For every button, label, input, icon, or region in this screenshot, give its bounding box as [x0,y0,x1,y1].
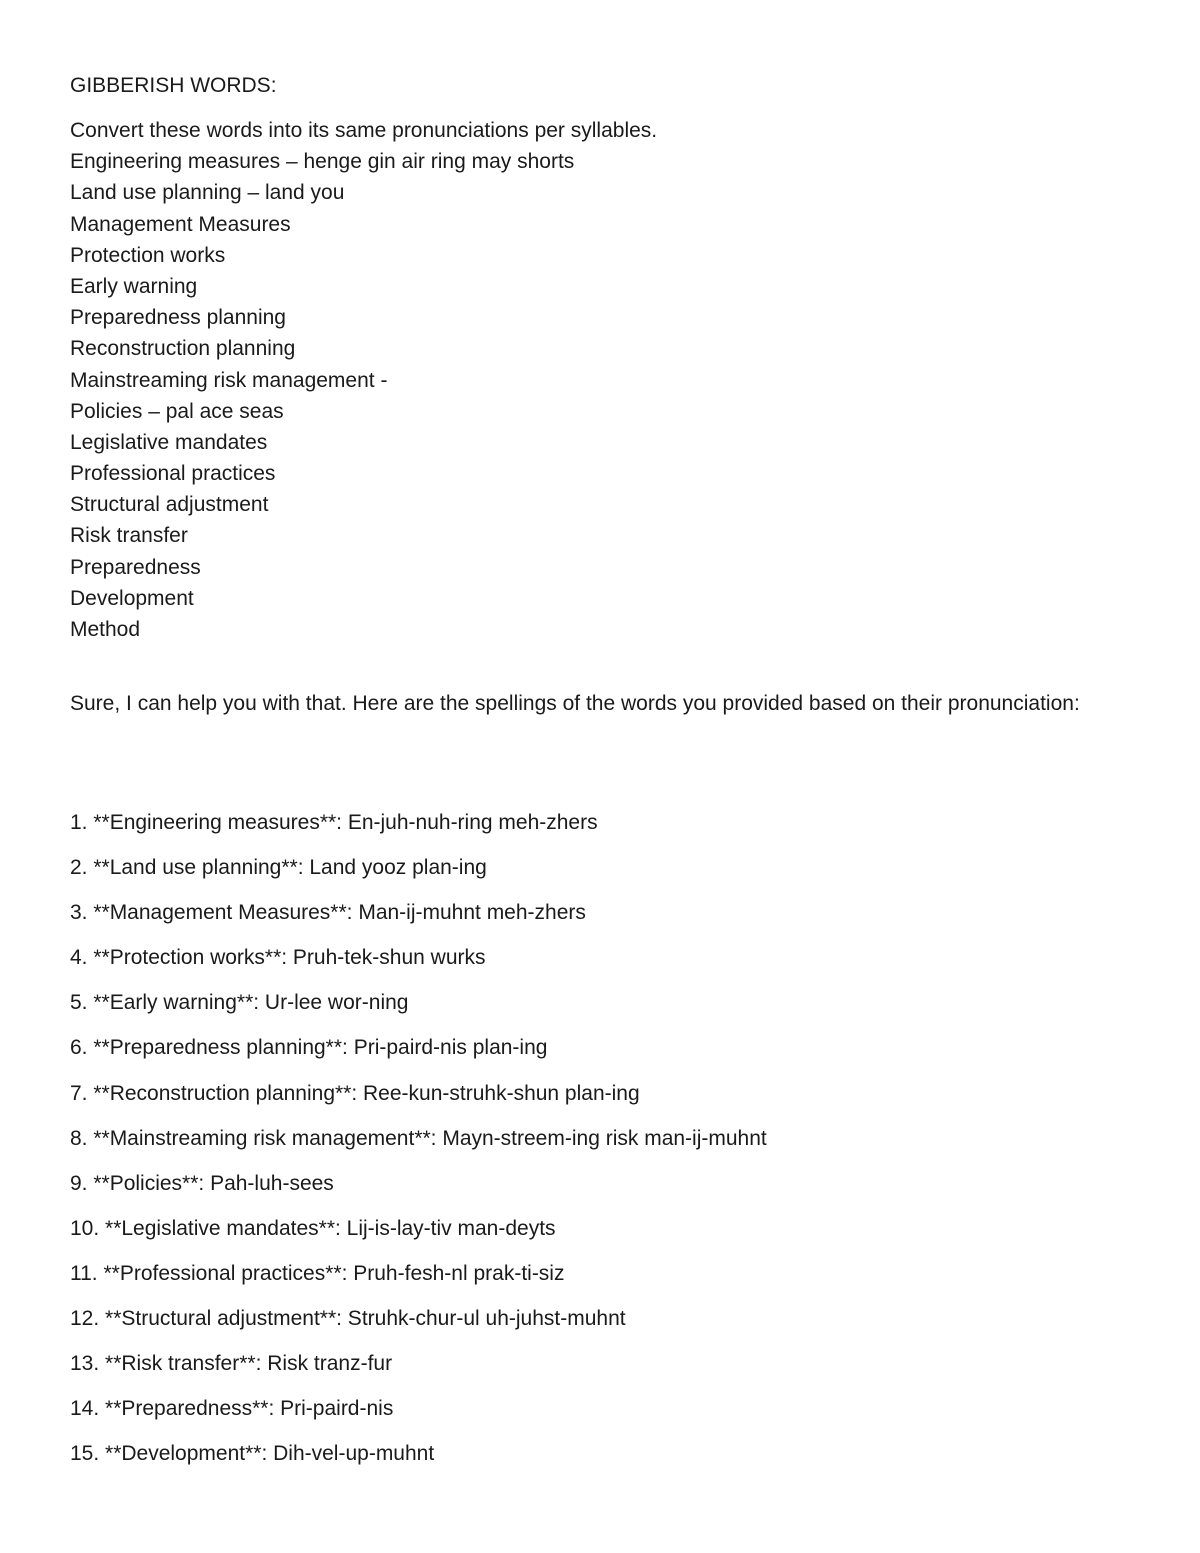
pronunciation-item: 14. **Preparedness**: Pri-paird-nis [70,1397,394,1421]
word-line: Method [70,618,141,641]
pronunciation-item: 10. **Legislative mandates**: Lij-is-lay-tiv man-deyts [70,1216,556,1240]
pronunciation-item: 1. **Engineering measures**: En-juh-nuh-ring meh-zhers [70,811,598,834]
pronunciation-item: 8. **Mainstreaming risk management**: Mayn-streem-ing risk man-ij-muhnt [70,1126,767,1150]
word-line: Mainstreaming risk management - [70,368,388,392]
pronunciation-item: 13. **Risk transfer**: Risk tranz-fur [70,1352,393,1376]
word-line: Structural adjustment [70,493,269,517]
word-line: Legislative mandates [70,430,268,454]
word-line: Policies – pal ace seas [70,399,284,423]
pronunciation-item: 5. **Early warning**: Ur-lee wor-ning [70,991,409,1015]
pronunciation-item: 3. **Management Measures**: Man-ij-muhnt meh-zhers [70,901,586,925]
document-title: GIBBERISH WORDS: [70,74,277,97]
word-line: Protection works [70,243,226,267]
word-list [70,117,657,647]
word-line: Land use planning – land you [70,181,345,205]
word-line: Development [70,586,194,610]
response-intro: Sure, I can help you with that. Here are the spellings of the words you provided based on their pronunciation: [70,692,1080,715]
word-line: Preparedness [70,555,201,579]
pronunciation-list [70,809,767,1485]
pronunciation-item: 4. **Protection works**: Pruh-tek-shun wurks [70,946,486,970]
word-line: Management Measures [70,212,291,236]
pronunciation-item: 11. **Professional practices**: Pruh-fesh-nl prak-ti-siz [70,1261,565,1285]
pronunciation-item: 15. **Development**: Dih-vel-up-muhnt [70,1442,435,1466]
instruction-line: Convert these words into its same pronunciations per syllables. [70,119,658,142]
word-line: Professional practices [70,462,276,486]
pronunciation-item: 6. **Preparedness planning**: Pri-paird-nis plan-ing [70,1036,548,1060]
word-line: Risk transfer [70,524,188,548]
pronunciation-item: 9. **Policies**: Pah-luh-sees [70,1171,334,1195]
word-line: Preparedness planning [70,306,286,330]
pronunciation-item: 12. **Structural adjustment**: Struhk-chur-ul uh-juhst-muhnt [70,1307,626,1331]
pronunciation-item: 2. **Land use planning**: Land yooz plan-ing [70,856,487,880]
document-page [70,0,1128,1553]
word-line: Reconstruction planning [70,337,296,361]
word-line: Early warning [70,274,198,298]
word-line: Engineering measures – henge gin air ring may shorts [70,150,575,174]
pronunciation-item: 7. **Reconstruction planning**: Ree-kun-struhk-shun plan-ing [70,1081,640,1105]
